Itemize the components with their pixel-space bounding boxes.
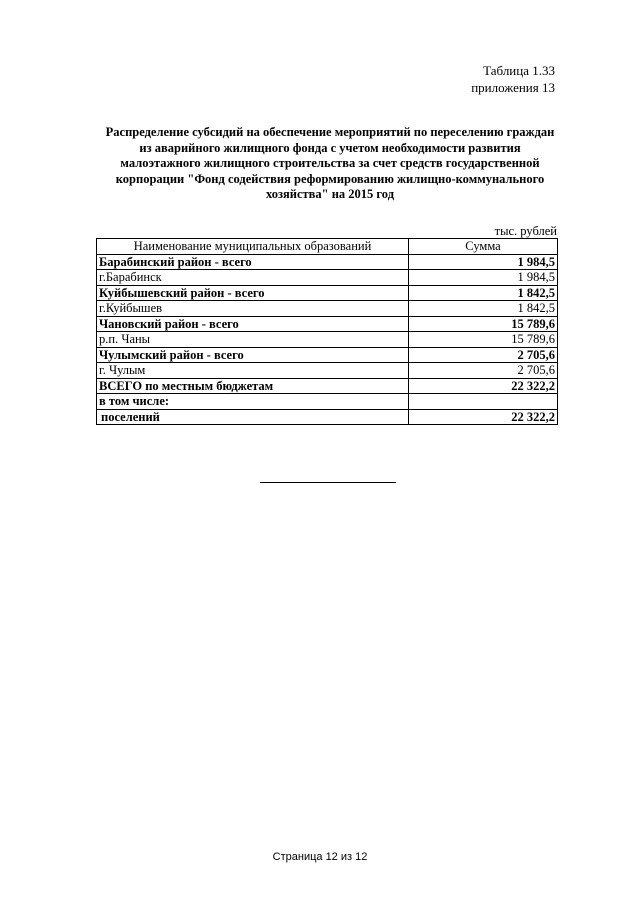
sum-cell: 1 842,5 [409, 301, 558, 317]
sum-cell: 1 984,5 [409, 270, 558, 286]
municipality-name-cell: р.п. Чаны [97, 332, 409, 348]
divider-line [260, 482, 396, 483]
appendix-number: приложения 13 [471, 80, 555, 95]
sum-cell: 2 705,6 [409, 363, 558, 379]
municipality-name-cell: г. Чулым [97, 363, 409, 379]
table-reference [471, 62, 555, 96]
municipality-name-cell: в том числе: [97, 394, 409, 410]
municipality-name-cell: ВСЕГО по местным бюджетам [97, 378, 409, 394]
municipality-name-cell: Барабинский район - всего [97, 254, 409, 270]
sum-cell: 1 984,5 [409, 254, 558, 270]
sum-cell: 15 789,6 [409, 332, 558, 348]
sum-cell: 22 322,2 [409, 409, 558, 425]
table-row [97, 301, 558, 317]
table-header-row [97, 239, 558, 255]
document-title: Распределение субсидий на обеспечение мероприятий по переселению граждан из аварийного жилищного фонда с учетом необходимости развития малоэтажного жилищного строительства за счет средств государственной корпорации "Фонд содействия реформированию жилищно-коммунального хозяйства" на 2015 год [105, 125, 555, 201]
page-number: Страница 12 из 12 [272, 851, 368, 863]
column-header-sum: Сумма [409, 239, 558, 255]
table-number: Таблица 1.33 [483, 63, 555, 78]
table-row [97, 270, 558, 286]
municipality-name-cell: поселений [97, 409, 409, 425]
table-row [97, 285, 558, 301]
sum-cell: 22 322,2 [409, 378, 558, 394]
municipality-name-cell: Чановский район - всего [97, 316, 409, 332]
municipality-name-cell: г.Барабинск [97, 270, 409, 286]
table-row [97, 332, 558, 348]
subsidies-table [96, 238, 558, 425]
sum-cell: 2 705,6 [409, 347, 558, 363]
table-row [97, 394, 558, 410]
sum-cell: 1 842,5 [409, 285, 558, 301]
table-row [97, 378, 558, 394]
table-row [97, 363, 558, 379]
table-row [97, 347, 558, 363]
municipality-name-cell: г.Куйбышев [97, 301, 409, 317]
municipality-name-cell: Куйбышевский район - всего [97, 285, 409, 301]
table-row [97, 409, 558, 425]
units-label: тыс. рублей [494, 224, 557, 238]
sum-cell: 15 789,6 [409, 316, 558, 332]
table-row [97, 316, 558, 332]
sum-cell [409, 394, 558, 410]
column-header-name: Наименование муниципальных образований [97, 239, 409, 255]
municipality-name-cell: Чулымский район - всего [97, 347, 409, 363]
table-body [97, 254, 558, 425]
table-row [97, 254, 558, 270]
